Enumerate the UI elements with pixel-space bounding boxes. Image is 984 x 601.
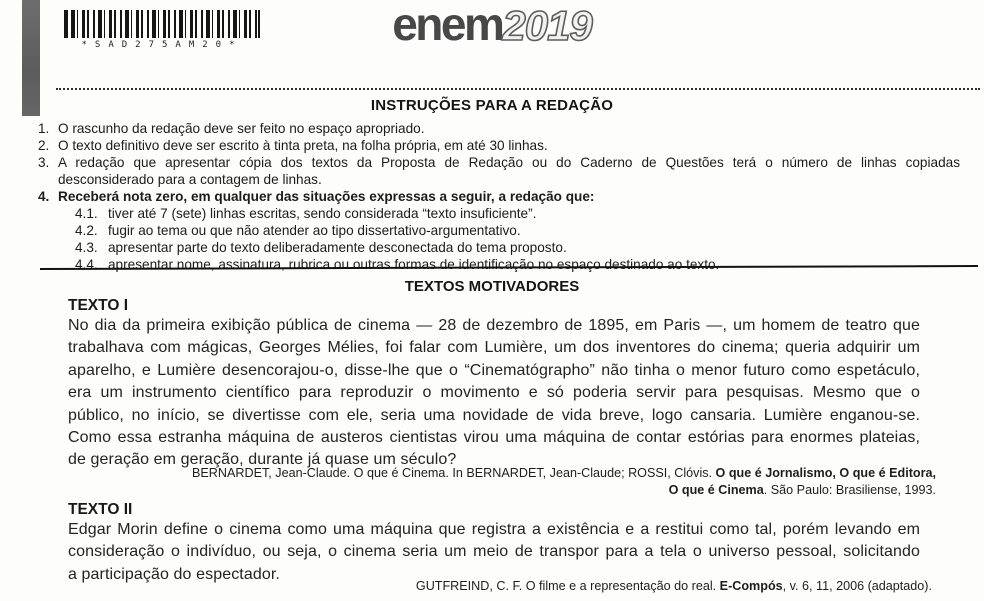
item-text: O texto definitivo deve ser escrito à tinta preta, na folha própria, em até 30 linhas. <box>58 138 548 153</box>
subitem-text: apresentar nome, assinatura, rubrica ou outras formas de identificação no espaço destinado ao texto. <box>108 257 720 272</box>
subitem-text: apresentar parte do texto deliberadamente desconectada do tema proposto. <box>108 240 567 255</box>
text-line: aparelho, e Lumière desencorajou-o, disse-lhe que o “Cinematógrapho” não tinha o menor futuro como espetáculo, <box>68 361 920 379</box>
instruction-subitems <box>75 205 960 273</box>
item-number: 1. <box>38 121 50 136</box>
citation-bold-title: O que é Jornalismo, O que é Editora, <box>715 466 936 480</box>
citation-text: . São Paulo: Brasiliense, 1993. <box>763 482 936 497</box>
texto2-paragraph <box>68 519 920 586</box>
text-line: Como essa estranha máquina de austeros cientistas virou uma máquina de contar estórias para enormes plateias, <box>68 429 920 447</box>
item-text-line: desconsiderado para a contagem de linhas. <box>58 172 322 187</box>
text-line: de geração em geração, durante já quase um século? <box>68 451 457 469</box>
barcode-text: *SAD275AM20* <box>81 40 243 50</box>
texto1-citation <box>130 465 936 498</box>
subitem-number: 4.4. <box>75 257 98 272</box>
instruction-subitem-4-2 <box>75 222 960 239</box>
instruction-item-2 <box>38 137 960 154</box>
citation-text: BERNARDET, Jean-Claude. O que é Cinema. In BERNARDET, Jean-Claude; ROSSI, Clóvis. <box>192 466 713 480</box>
instructions-title: INSTRUÇÕES PARA A REDAÇÃO <box>370 97 614 114</box>
citation-bold-title: O que é Cinema <box>668 482 764 497</box>
instruction-subitem-4-3 <box>75 239 960 256</box>
item-text: Receberá nota zero, em qualquer das situações expressas a seguir, a redação que: <box>58 189 595 204</box>
texto2-citation <box>300 578 932 595</box>
subitem-text: fugir ao tema ou que não atender ao tipo dissertativo-argumentativo. <box>108 223 521 238</box>
text-line: Edgar Morin define o cinema como uma máquina que registra a existência e a restitui como tal, porém levando em <box>68 521 920 538</box>
item-text <box>58 154 960 188</box>
logo-year-text: 2019 <box>502 2 592 49</box>
text-line: era um instrumento científico para reproduzir o movimento e só poderia servir para pesquisas. Mesmo que o <box>68 384 920 402</box>
texto1-paragraph <box>68 315 920 472</box>
enem-logo <box>0 2 984 58</box>
item-number: 3. <box>38 155 50 170</box>
item-number: 2. <box>38 138 50 153</box>
citation-text: GUTFREIND, C. F. O filme e a representação do real. <box>415 579 717 593</box>
text-line: trabalhava com mágicas, Georges Mélies, foi falar com Lumière, um dos inventores do cinema; queria adquirir um <box>68 339 920 357</box>
text-line: a participação do espectador. <box>68 565 280 583</box>
textos-motivadores-title: TEXTOS MOTIVADORES <box>404 278 580 295</box>
subitem-number: 4.3. <box>75 240 98 255</box>
subitem-number: 4.2. <box>75 223 98 238</box>
texto1-label: TEXTO I <box>68 297 129 314</box>
item-text: O rascunho da redação deve ser feito no espaço apropriado. <box>58 121 425 136</box>
texto2-label: TEXTO II <box>68 501 133 518</box>
text-line: público, no início, se divertisse com ele, seria uma novidade de vida breve, logo cansaria. Lumière enganou-se. <box>68 406 920 424</box>
instruction-item-4 <box>38 188 960 205</box>
instruction-subitem-4-1 <box>75 205 960 222</box>
citation-bold-title: E-Compós <box>719 579 783 593</box>
logo-enem-text: enem <box>392 0 503 50</box>
item-number: 4. <box>38 189 50 204</box>
text-line: No dia da primeira exibição pública de cinema — 28 de dezembro de 1895, em Paris —, um homem de teatro que <box>68 317 920 334</box>
instruction-item-1 <box>38 120 960 137</box>
instruction-subitem-4-4 <box>75 256 960 273</box>
subitem-number: 4.1. <box>75 206 98 221</box>
subitem-text: tiver até 7 (sete) linhas escritas, sendo considerada “texto insuficiente”. <box>108 206 537 221</box>
item-text-line: A redação que apresentar cópia dos textos da Proposta de Redação ou do Caderno de Questões terá o número de linhas copiadas <box>58 155 960 170</box>
citation-text: , v. 6, 11, 2006 (adaptado). <box>782 579 932 593</box>
instruction-item-3 <box>38 154 960 188</box>
dotted-separator <box>56 88 980 90</box>
text-line: consideração o indivíduo, ou seja, o cinema seria um meio de transpor para a tela o universo pessoal, solicitando <box>68 543 920 561</box>
instructions-list <box>38 120 960 273</box>
